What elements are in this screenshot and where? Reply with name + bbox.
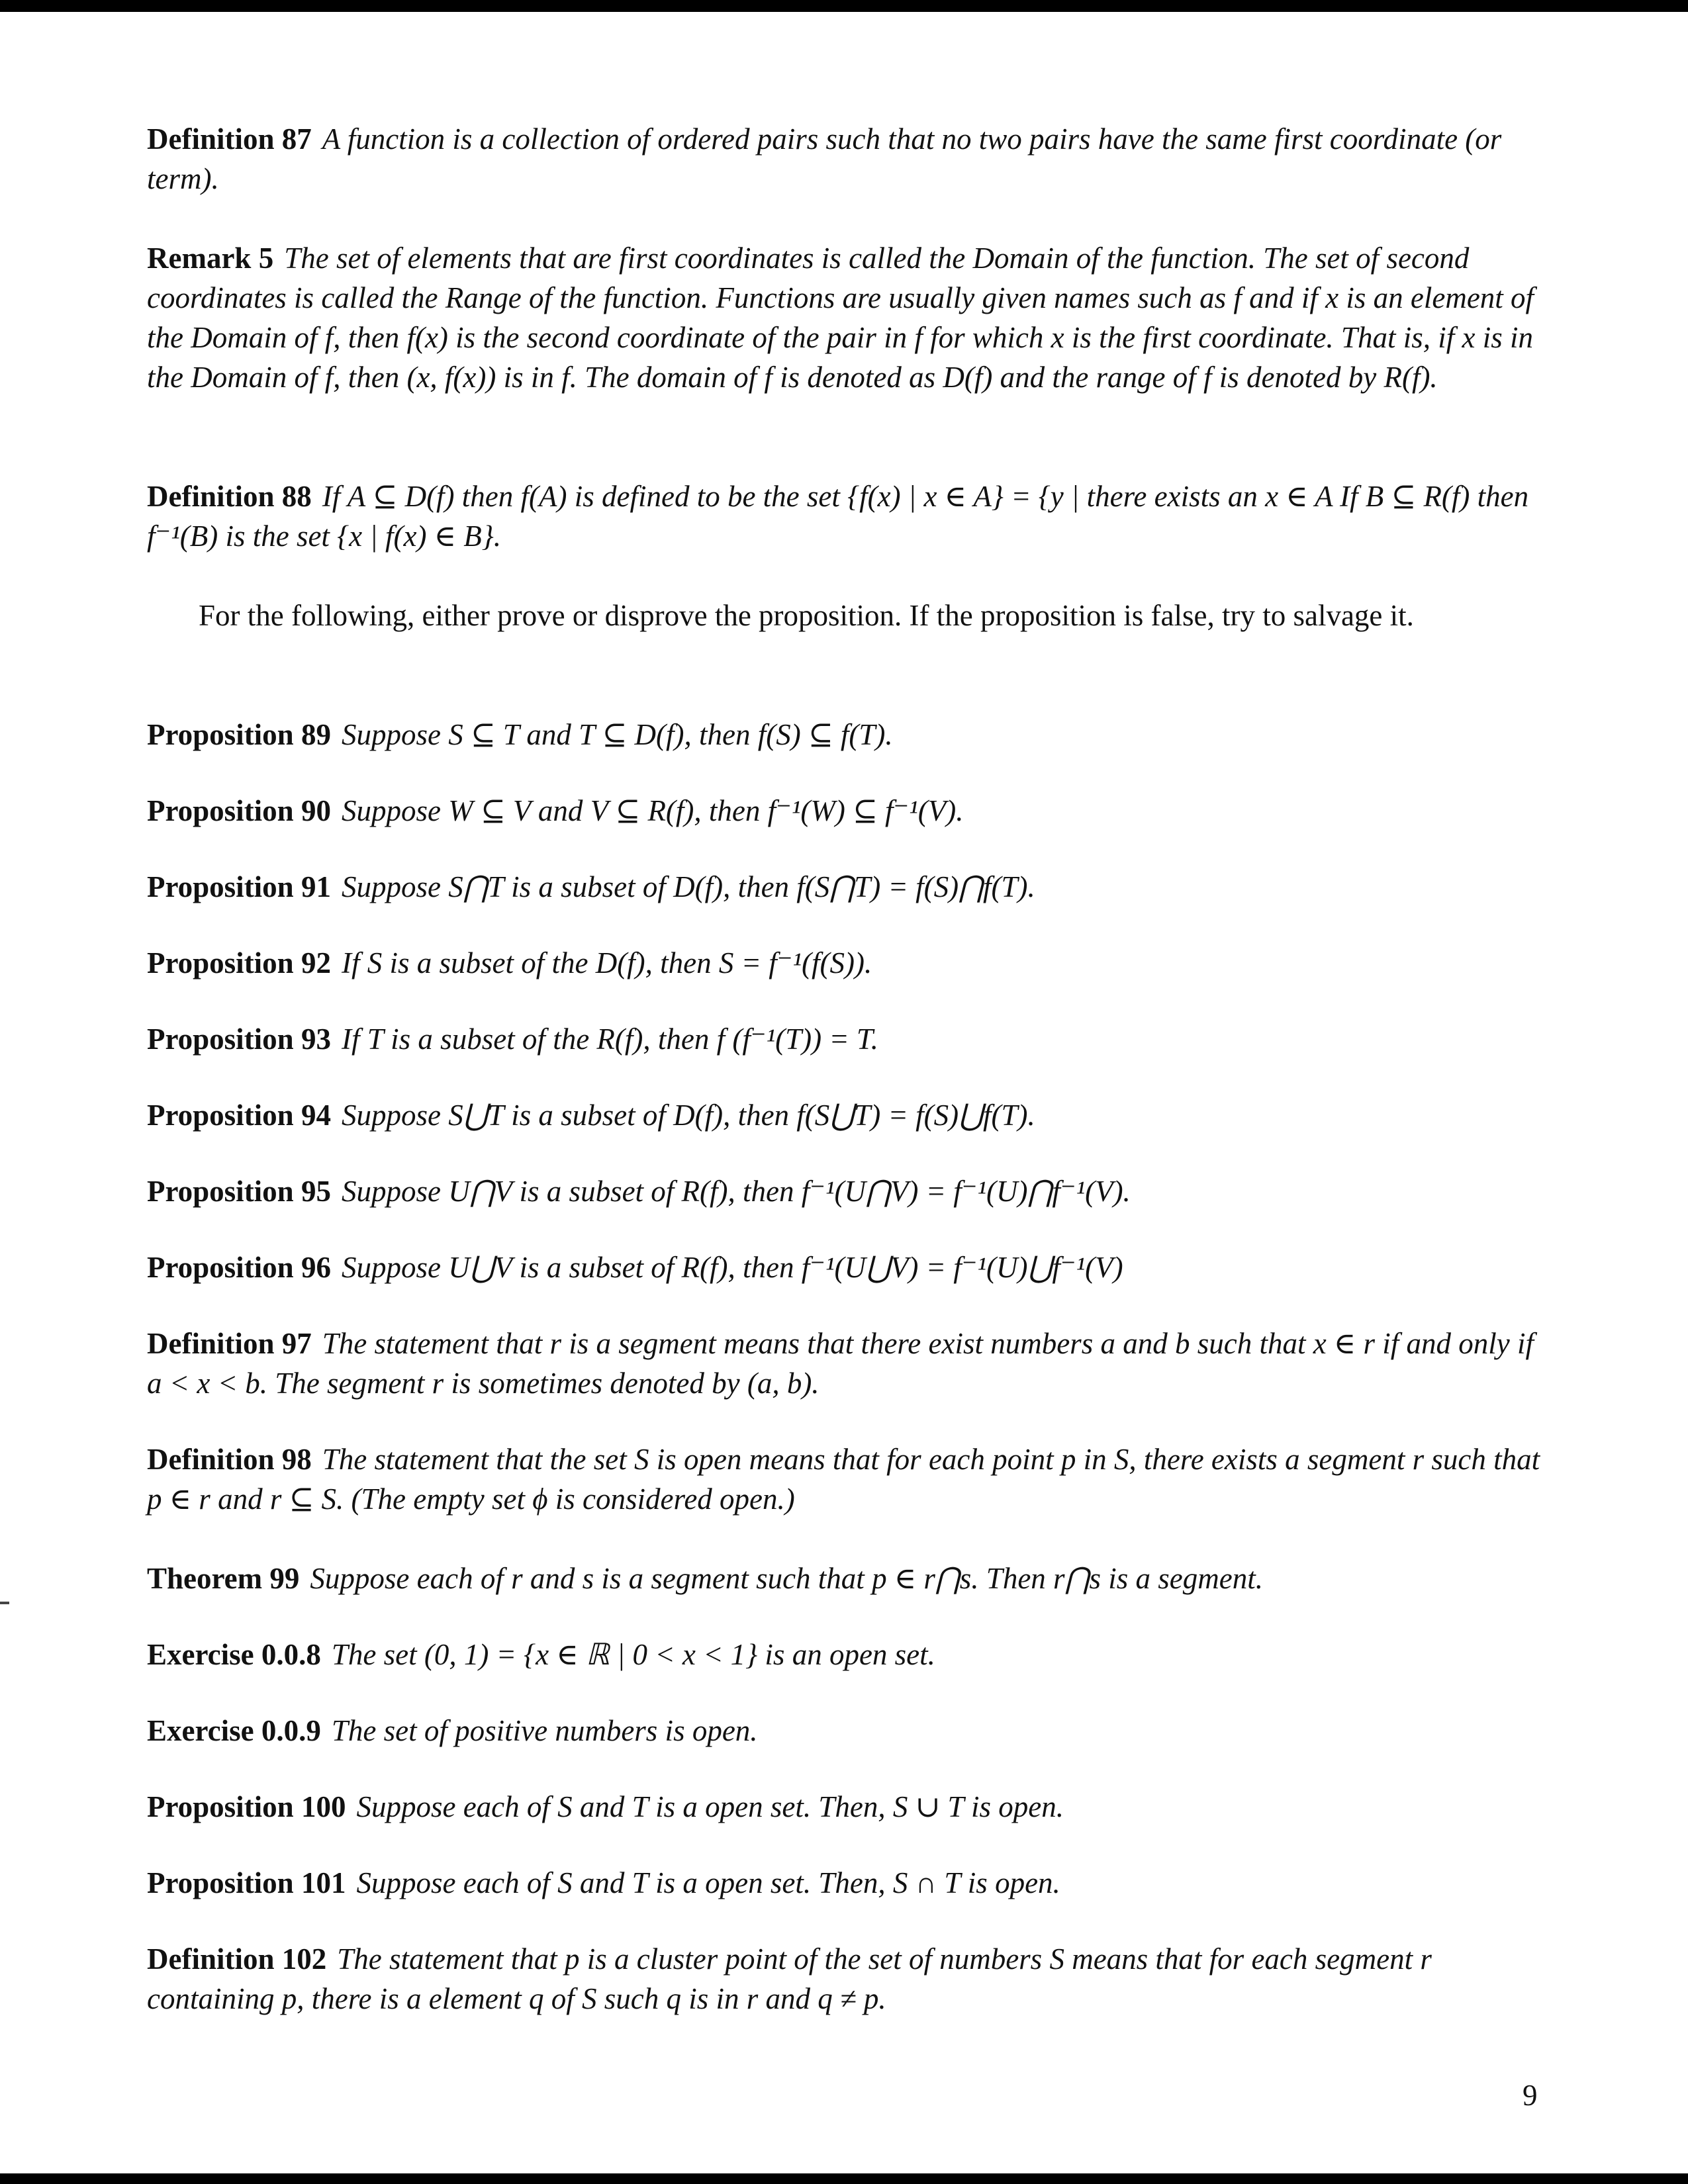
item-heading: Remark 5: [147, 242, 274, 275]
item-heading: Definition 97: [147, 1327, 312, 1360]
item-text: Suppose each of r and s is a segment such that p ∈ r⋂s. Then r⋂s is a segment.: [310, 1562, 1263, 1595]
item-heading: Proposition 93: [147, 1023, 331, 1056]
item-heading: Proposition 91: [147, 870, 331, 903]
item-text: If T is a subset of the R(f), then f (f⁻¹(T)) = T.: [341, 1023, 878, 1056]
item-heading: Proposition 100: [147, 1790, 346, 1823]
proposition-93: [147, 1019, 1544, 1059]
item-text: Suppose U⋃V is a subset of R(f), then f⁻¹(U⋃V) = f⁻¹(U)⋃f⁻¹(V): [341, 1251, 1123, 1284]
item-text: Suppose W ⊆ V and V ⊆ R(f), then f⁻¹(W) ⊆ f⁻¹(V).: [341, 794, 964, 827]
item-heading: Theorem 99: [147, 1562, 300, 1595]
proposition-94: [147, 1095, 1544, 1135]
item-heading: Definition 98: [147, 1443, 312, 1476]
item-text: If S is a subset of the D(f), then S = f⁻¹(f(S)).: [341, 946, 872, 979]
item-heading: Proposition 101: [147, 1866, 346, 1899]
item-text: The set of elements that are first coordinates is called the Domain of the function. The set of second coordinates is called the Range of the function. Functions are usually given names such as f and if x is an element of the Domain of f, then f(x) is the second coordinate of the pair in f for which x is the first coordinate. That is, if x is in the Domain of f, then (x, f(x)) is in f. The domain of f is denoted as D(f) and the range of f is denoted by R(f).: [147, 242, 1534, 394]
exercise-0-0-8: [147, 1635, 1544, 1674]
item-heading: Definition 102: [147, 1942, 327, 1976]
remark-5: [147, 238, 1544, 397]
item-text: The set of positive numbers is open.: [331, 1714, 758, 1747]
exercise-0-0-9: [147, 1711, 1544, 1751]
item-text: Suppose each of S and T is a open set. Then, S ∩ T is open.: [356, 1866, 1060, 1899]
proposition-100: [147, 1787, 1544, 1827]
proposition-89: [147, 715, 1544, 754]
scan-border-bottom: [0, 2173, 1688, 2184]
scan-mark-left: [0, 1602, 9, 1604]
proposition-90: [147, 791, 1544, 831]
item-text: Suppose S⋃T is a subset of D(f), then f(S⋃T) = f(S)⋃f(T).: [341, 1099, 1035, 1132]
item-text: The statement that the set S is open means that for each point p in S, there exists a segment r such that p ∈ r and r ⊆ S. (The empty set ϕ is considered open.): [147, 1443, 1540, 1516]
item-text: For the following, either prove or disprove the proposition. If the proposition is false, try to salvage it.: [199, 599, 1414, 632]
item-text: Suppose each of S and T is a open set. Then, S ∪ T is open.: [356, 1790, 1064, 1823]
item-text: The statement that p is a cluster point of the set of numbers S means that for each segment r containing p, there is a element q of S such q is in r and q ≠ p.: [147, 1942, 1432, 2015]
item-heading: Proposition 90: [147, 794, 331, 827]
definition-87: [147, 119, 1544, 199]
page-number: 9: [1523, 2079, 1538, 2112]
item-text: Suppose U⋂V is a subset of R(f), then f⁻¹(U⋂V) = f⁻¹(U)⋂f⁻¹(V).: [341, 1175, 1131, 1208]
item-text: If A ⊆ D(f) then f(A) is defined to be the set {f(x) | x ∈ A} = {y | there exists an x ∈ A If B ⊆ R(f) then f⁻¹(B) is the set {x | f(x) ∈ B}.: [147, 480, 1529, 553]
item-heading: Definition 87: [147, 122, 312, 156]
item-text: Suppose S ⊆ T and T ⊆ D(f), then f(S) ⊆ f(T).: [341, 718, 893, 751]
proposition-91: [147, 867, 1544, 907]
theorem-99: [147, 1559, 1544, 1598]
item-heading: Definition 88: [147, 480, 312, 513]
definition-98: [147, 1439, 1544, 1519]
definition-102: [147, 1939, 1544, 2019]
item-heading: Proposition 92: [147, 946, 331, 979]
item-heading: Proposition 96: [147, 1251, 331, 1284]
scan-border-top: [0, 0, 1688, 12]
item-heading: Proposition 94: [147, 1099, 331, 1132]
item-text: The statement that r is a segment means that there exist numbers a and b such that x ∈ r if and only if a < x < b. The segment r is sometimes denoted by (a, b).: [147, 1327, 1534, 1400]
item-heading: Exercise 0.0.8: [147, 1638, 321, 1671]
definition-88: [147, 477, 1544, 556]
item-text: The set (0, 1) = {x ∈ ℝ | 0 < x < 1} is an open set.: [331, 1638, 935, 1671]
proposition-101: [147, 1863, 1544, 1903]
definition-97: [147, 1324, 1544, 1403]
item-heading: Proposition 95: [147, 1175, 331, 1208]
item-heading: Exercise 0.0.9: [147, 1714, 321, 1747]
proposition-96: [147, 1248, 1544, 1287]
item-heading: Proposition 89: [147, 718, 331, 751]
proposition-95: [147, 1171, 1544, 1211]
item-text: Suppose S⋂T is a subset of D(f), then f(S⋂T) = f(S)⋂f(T).: [341, 870, 1035, 903]
item-text: A function is a collection of ordered pairs such that no two pairs have the same first coordinate (or term).: [147, 122, 1502, 195]
instructions-paragraph: [147, 596, 1544, 635]
proposition-92: [147, 943, 1544, 983]
